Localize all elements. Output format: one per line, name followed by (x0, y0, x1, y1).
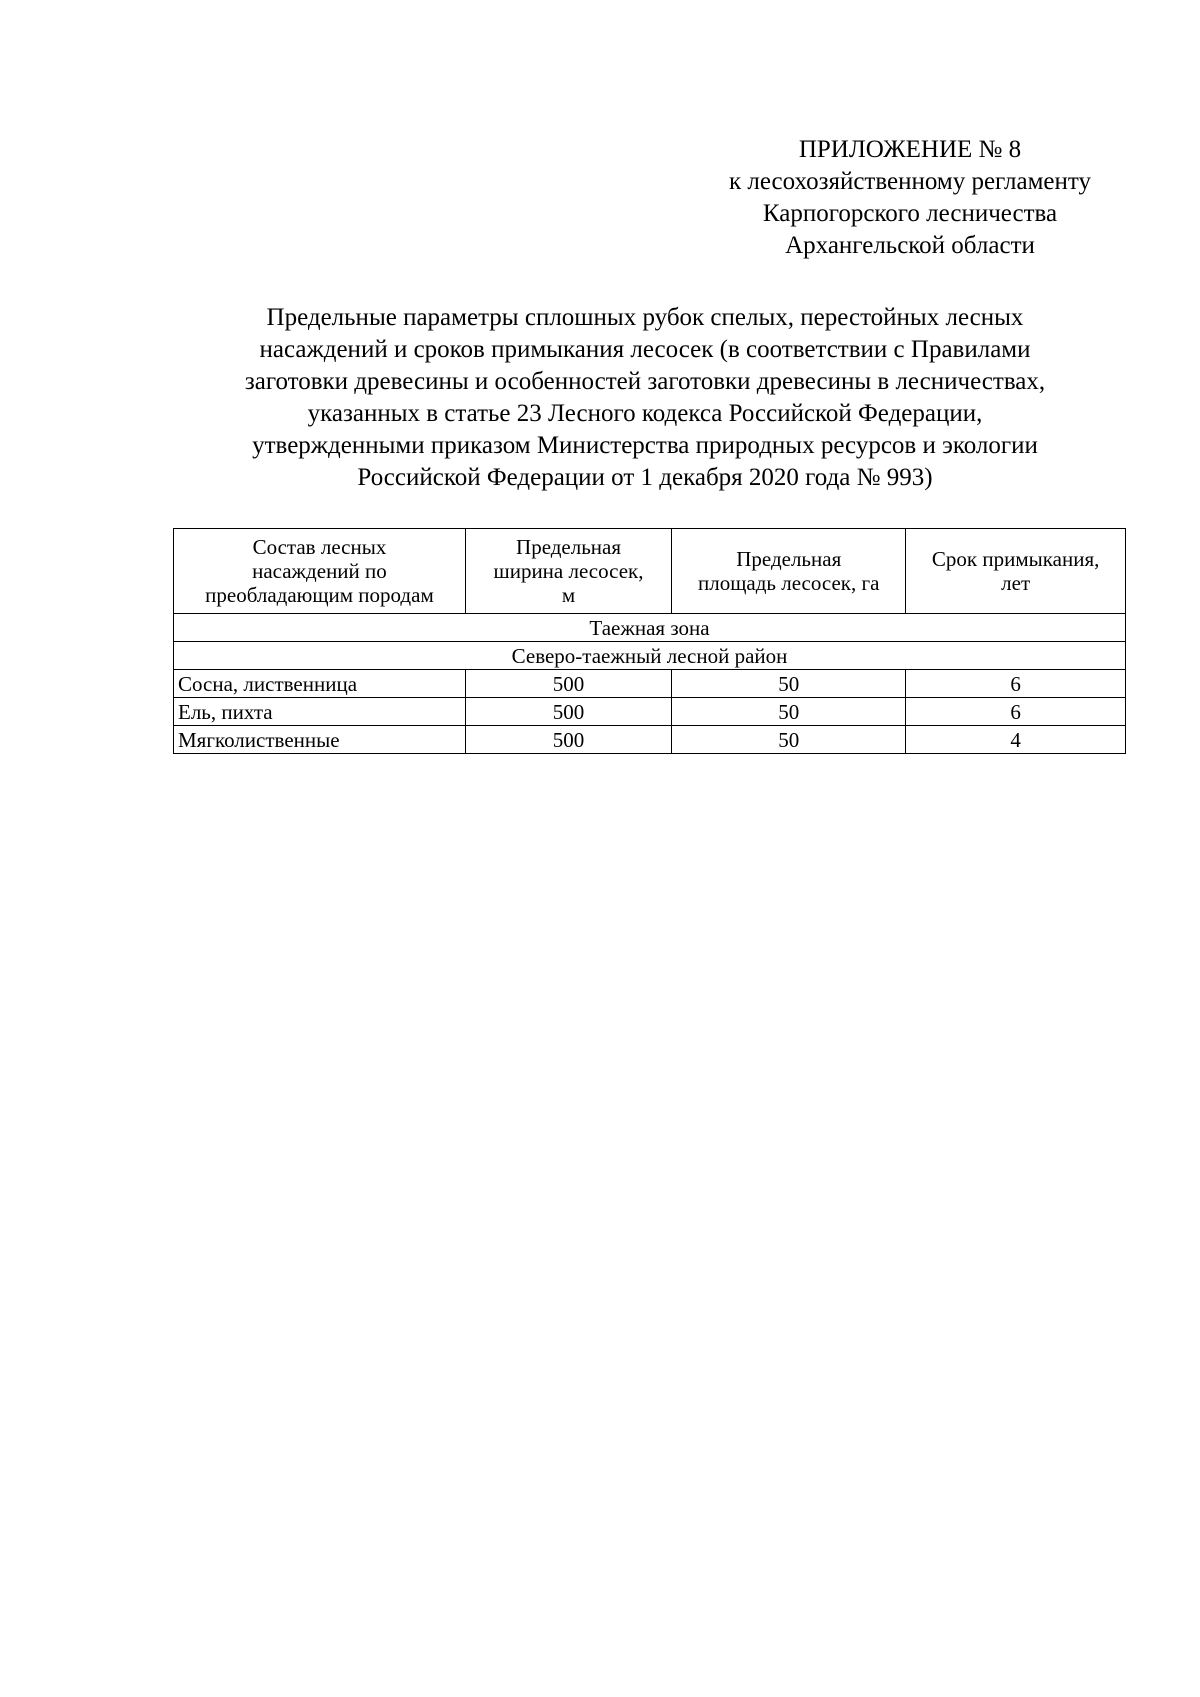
table-row (174, 698, 1126, 726)
area-cell: 50 (672, 670, 906, 698)
table-row (174, 670, 1126, 698)
title-line: Российской Федерации от 1 декабря 2020 года № 993) (357, 464, 933, 491)
term-cell: 6 (906, 698, 1126, 726)
width-cell: 500 (465, 698, 671, 726)
title-line: насаждений и сроков примыкания лесосек (в соответствии с Правилами (259, 336, 1031, 363)
width-cell: 500 (465, 726, 671, 754)
table-row (174, 726, 1126, 754)
table-district-row (174, 642, 1126, 670)
header-cutting-width: Предельная ширина лесосек, м (465, 529, 671, 614)
table-zone-row (174, 614, 1126, 642)
appendix-reference: к лесохозяйственному регламенту (728, 168, 1092, 195)
appendix-region: Архангельской области (785, 232, 1035, 259)
district-label: Северо-таежный лесной район (174, 642, 1126, 670)
title-line: указанных в статье 23 Лесного кодекса Российской Федерации, (307, 400, 983, 427)
term-cell: 4 (906, 726, 1126, 754)
term-cell: 6 (906, 670, 1126, 698)
area-cell: 50 (672, 698, 906, 726)
limits-table (173, 528, 1126, 754)
zone-label: Таежная зона (174, 614, 1126, 642)
species-cell: Сосна, лиственница (174, 670, 466, 698)
species-cell: Мягколиственные (174, 726, 466, 754)
area-cell: 50 (672, 726, 906, 754)
title-line: заготовки древесины и особенностей заготовки древесины в лесничествах, (244, 368, 1046, 395)
species-cell: Ель, пихта (174, 698, 466, 726)
header-adjacency-term: Срок примыкания, лет (906, 529, 1126, 614)
width-cell: 500 (465, 670, 671, 698)
document-title (150, 302, 1140, 494)
title-line: утвержденными приказом Министерства природных ресурсов и экологии (252, 432, 1038, 459)
header-cutting-area: Предельная площадь лесосек, га (672, 529, 906, 614)
header-species-composition: Состав лесных насаждений по преобладающим породам (174, 529, 466, 614)
appendix-forestry: Карпогорского лесничества (762, 200, 1058, 227)
title-line: Предельные параметры сплошных рубок спелых, перестойных лесных (266, 304, 1024, 331)
table-header-row (174, 529, 1126, 614)
appendix-number: ПРИЛОЖЕНИЕ № 8 (798, 136, 1022, 163)
appendix-header (660, 134, 1160, 262)
